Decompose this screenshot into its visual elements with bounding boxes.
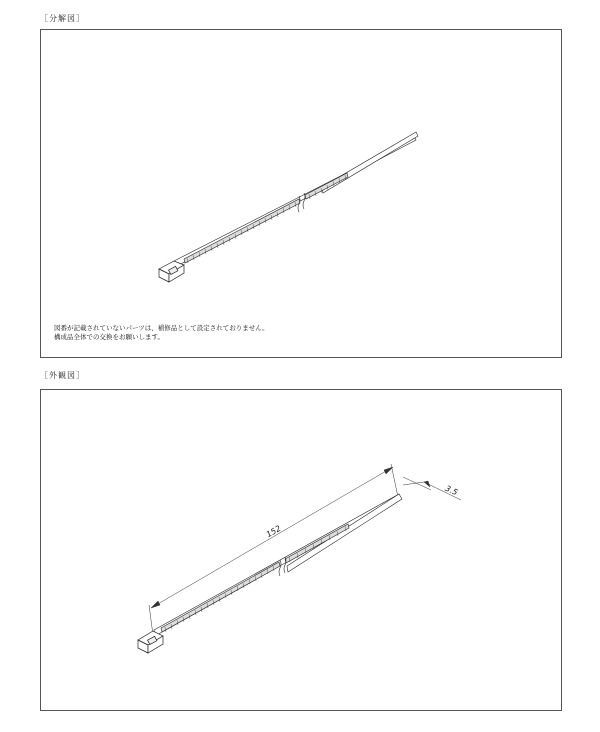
width-dimension-label: 3.5	[443, 483, 460, 498]
strap-serrations	[161, 562, 280, 632]
exploded-view-frame	[40, 29, 562, 358]
cable-tie-head	[138, 631, 163, 653]
exploded-view-label: ［分解図］	[40, 14, 85, 23]
exterior-view-frame	[40, 389, 562, 711]
length-dimension	[149, 464, 398, 635]
cable-tie-body	[154, 494, 402, 636]
exterior-view-label: ［外観図］	[40, 371, 85, 380]
strap-serrations	[184, 199, 300, 263]
cable-tie-exploded-drawing	[41, 30, 563, 359]
cable-tie-exterior-drawing	[41, 390, 563, 712]
length-dimension-label: 152	[264, 523, 283, 540]
cable-tie-head	[159, 261, 184, 282]
replacement-note	[54, 324, 269, 342]
note-line-2: 構成品全体での交換をお願いします。	[54, 333, 164, 341]
note-line-1: 図番が記載されていないパーツは、補修品として設定されておりません。	[54, 324, 269, 332]
cable-tie-body	[174, 132, 418, 267]
